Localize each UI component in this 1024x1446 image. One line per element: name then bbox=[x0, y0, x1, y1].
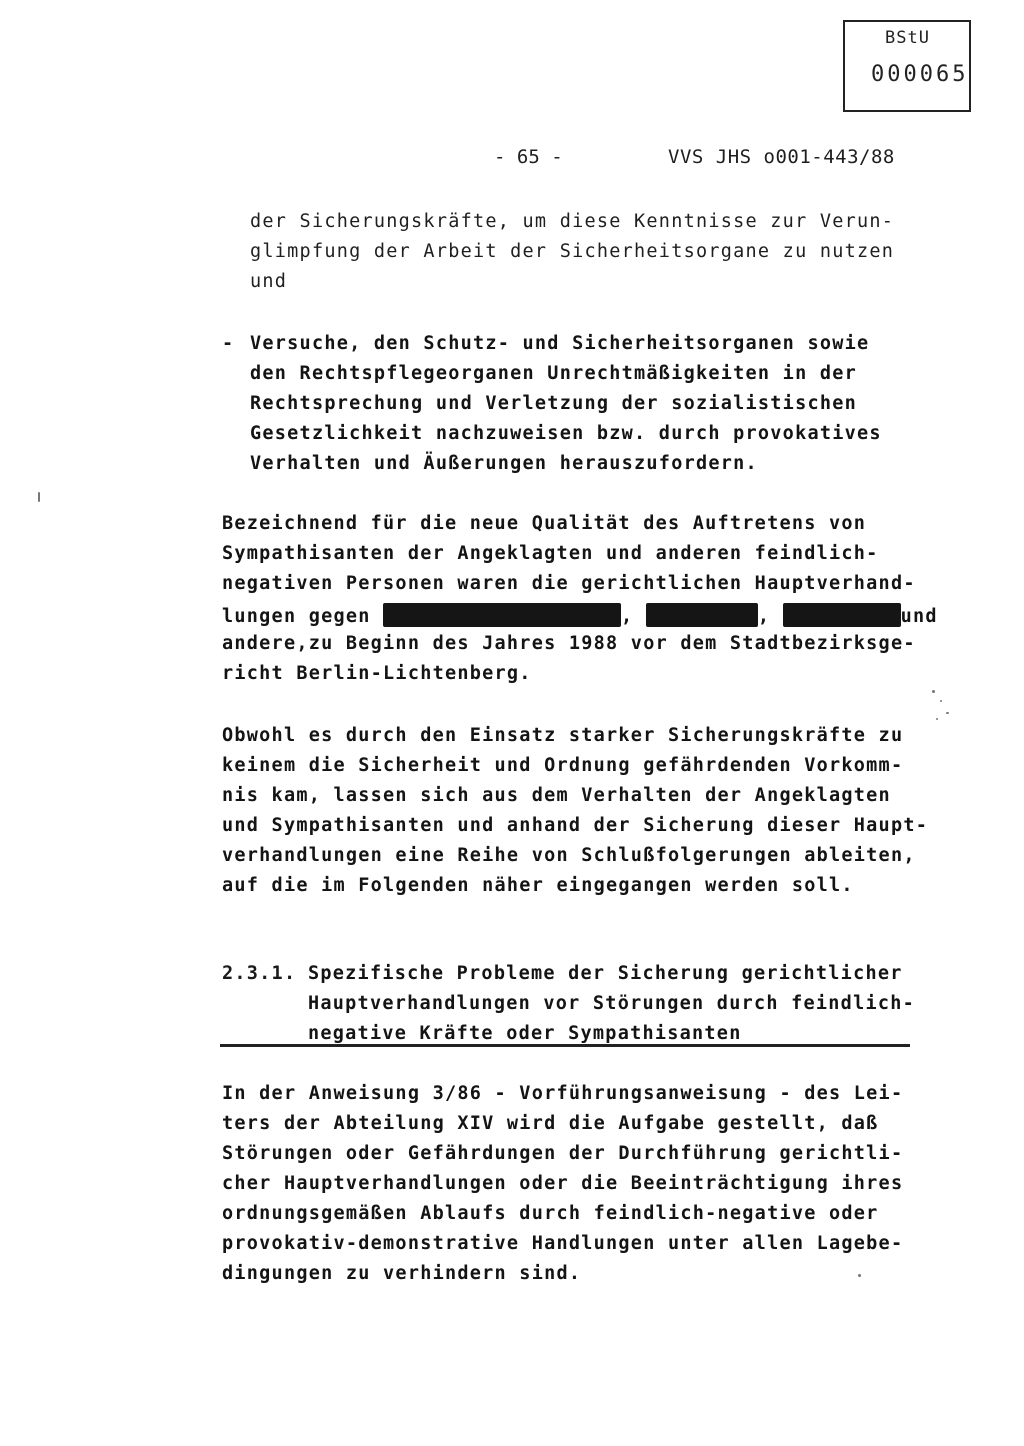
scan-speck bbox=[38, 492, 40, 502]
separator: , bbox=[757, 606, 771, 627]
text-line: Obwohl es durch den Einsatz starker Sicherungskräfte zu bbox=[222, 725, 904, 746]
scan-speck bbox=[940, 700, 942, 702]
text-line: Sympathisanten der Angeklagten und anderen feindlich- bbox=[222, 543, 879, 564]
text-line: In der Anweisung 3/86 - Vorführungsanweisung - des Lei- bbox=[222, 1083, 904, 1104]
redaction-block bbox=[783, 603, 901, 627]
text-line: nis kam, lassen sich aus dem Verhalten der Angeklagten bbox=[222, 785, 891, 806]
text-line: dingungen zu verhindern sind. bbox=[222, 1263, 582, 1284]
text-line: ordnungsgemäßen Ablaufs durch feindlich-negative oder bbox=[222, 1203, 879, 1224]
stamp-number: 000065 bbox=[871, 62, 969, 87]
text-line: verhandlungen eine Reihe von Schlußfolgerungen ableiten, bbox=[222, 845, 916, 866]
text-line: cher Hauptverhandlungen oder die Beeinträchtigung ihres bbox=[222, 1173, 904, 1194]
document-reference: VVS JHS o001-443/88 bbox=[668, 146, 895, 168]
text-line: auf die im Folgenden näher eingegangen werden soll. bbox=[222, 875, 854, 896]
stamp-label: BStU bbox=[885, 28, 930, 48]
text-line: Störungen oder Gefährdungen der Durchführung gerichtli- bbox=[222, 1143, 904, 1164]
text-line: Rechtsprechung und Verletzung der sozialistischen bbox=[250, 393, 858, 414]
text-line: andere,zu Beginn des Jahres 1988 vor dem Stadtbezirksge- bbox=[222, 633, 916, 654]
heading-underline bbox=[220, 1044, 910, 1047]
redaction-block bbox=[383, 603, 621, 627]
page-number: - 65 - bbox=[494, 146, 563, 168]
text-line: Bezeichnend für die neue Qualität des Auftretens von bbox=[222, 513, 867, 534]
text-line: Versuche, den Schutz- und Sicherheitsorganen sowie bbox=[250, 333, 870, 354]
section-title-line: negative Kräfte oder Sympathisanten bbox=[308, 1023, 742, 1044]
scan-speck bbox=[936, 718, 938, 720]
text-line-with-redactions bbox=[222, 603, 938, 627]
text-line: ters der Abteilung XIV wird die Aufgabe gestellt, daß bbox=[222, 1113, 879, 1134]
text-line: keinem die Sicherheit und Ordnung gefährdenden Vorkomm- bbox=[222, 755, 904, 776]
redaction-block bbox=[646, 603, 758, 627]
text-line: Gesetzlichkeit nachzuweisen bzw. durch provokatives bbox=[250, 423, 882, 444]
text-line: richt Berlin-Lichtenberg. bbox=[222, 663, 532, 684]
separator: , bbox=[621, 606, 634, 627]
text-line: negativen Personen waren die gerichtlichen Hauptverhand- bbox=[222, 573, 916, 594]
text-segment: und bbox=[900, 606, 938, 627]
text-line: den Rechtspflegeorganen Unrechtmäßigkeiten in der bbox=[250, 363, 858, 384]
text-segment: lungen gegen bbox=[222, 606, 371, 627]
text-line: der Sicherungskräfte, um diese Kenntnisse zur Verun- bbox=[250, 211, 895, 232]
section-title-line: Spezifische Probleme der Sicherung gerichtlicher bbox=[308, 963, 903, 984]
text-line: Verhalten und Äußerungen herauszufordern. bbox=[250, 453, 758, 474]
text-line: provokativ-demonstrative Handlungen unter allen Lagebe- bbox=[222, 1233, 904, 1254]
text-line: und bbox=[250, 271, 288, 292]
text-line: und Sympathisanten und anhand der Sicherung dieser Haupt- bbox=[222, 815, 929, 836]
scan-speck bbox=[932, 690, 935, 693]
section-number: 2.3.1. bbox=[222, 963, 297, 984]
scan-speck bbox=[946, 712, 949, 714]
section-title-line: Hauptverhandlungen vor Störungen durch feindlich- bbox=[308, 993, 916, 1014]
scan-speck bbox=[858, 1274, 861, 1277]
archive-stamp bbox=[843, 20, 971, 112]
text-line: glimpfung der Arbeit der Sicherheitsorgane zu nutzen bbox=[250, 241, 895, 262]
bullet-marker: - bbox=[222, 333, 234, 354]
